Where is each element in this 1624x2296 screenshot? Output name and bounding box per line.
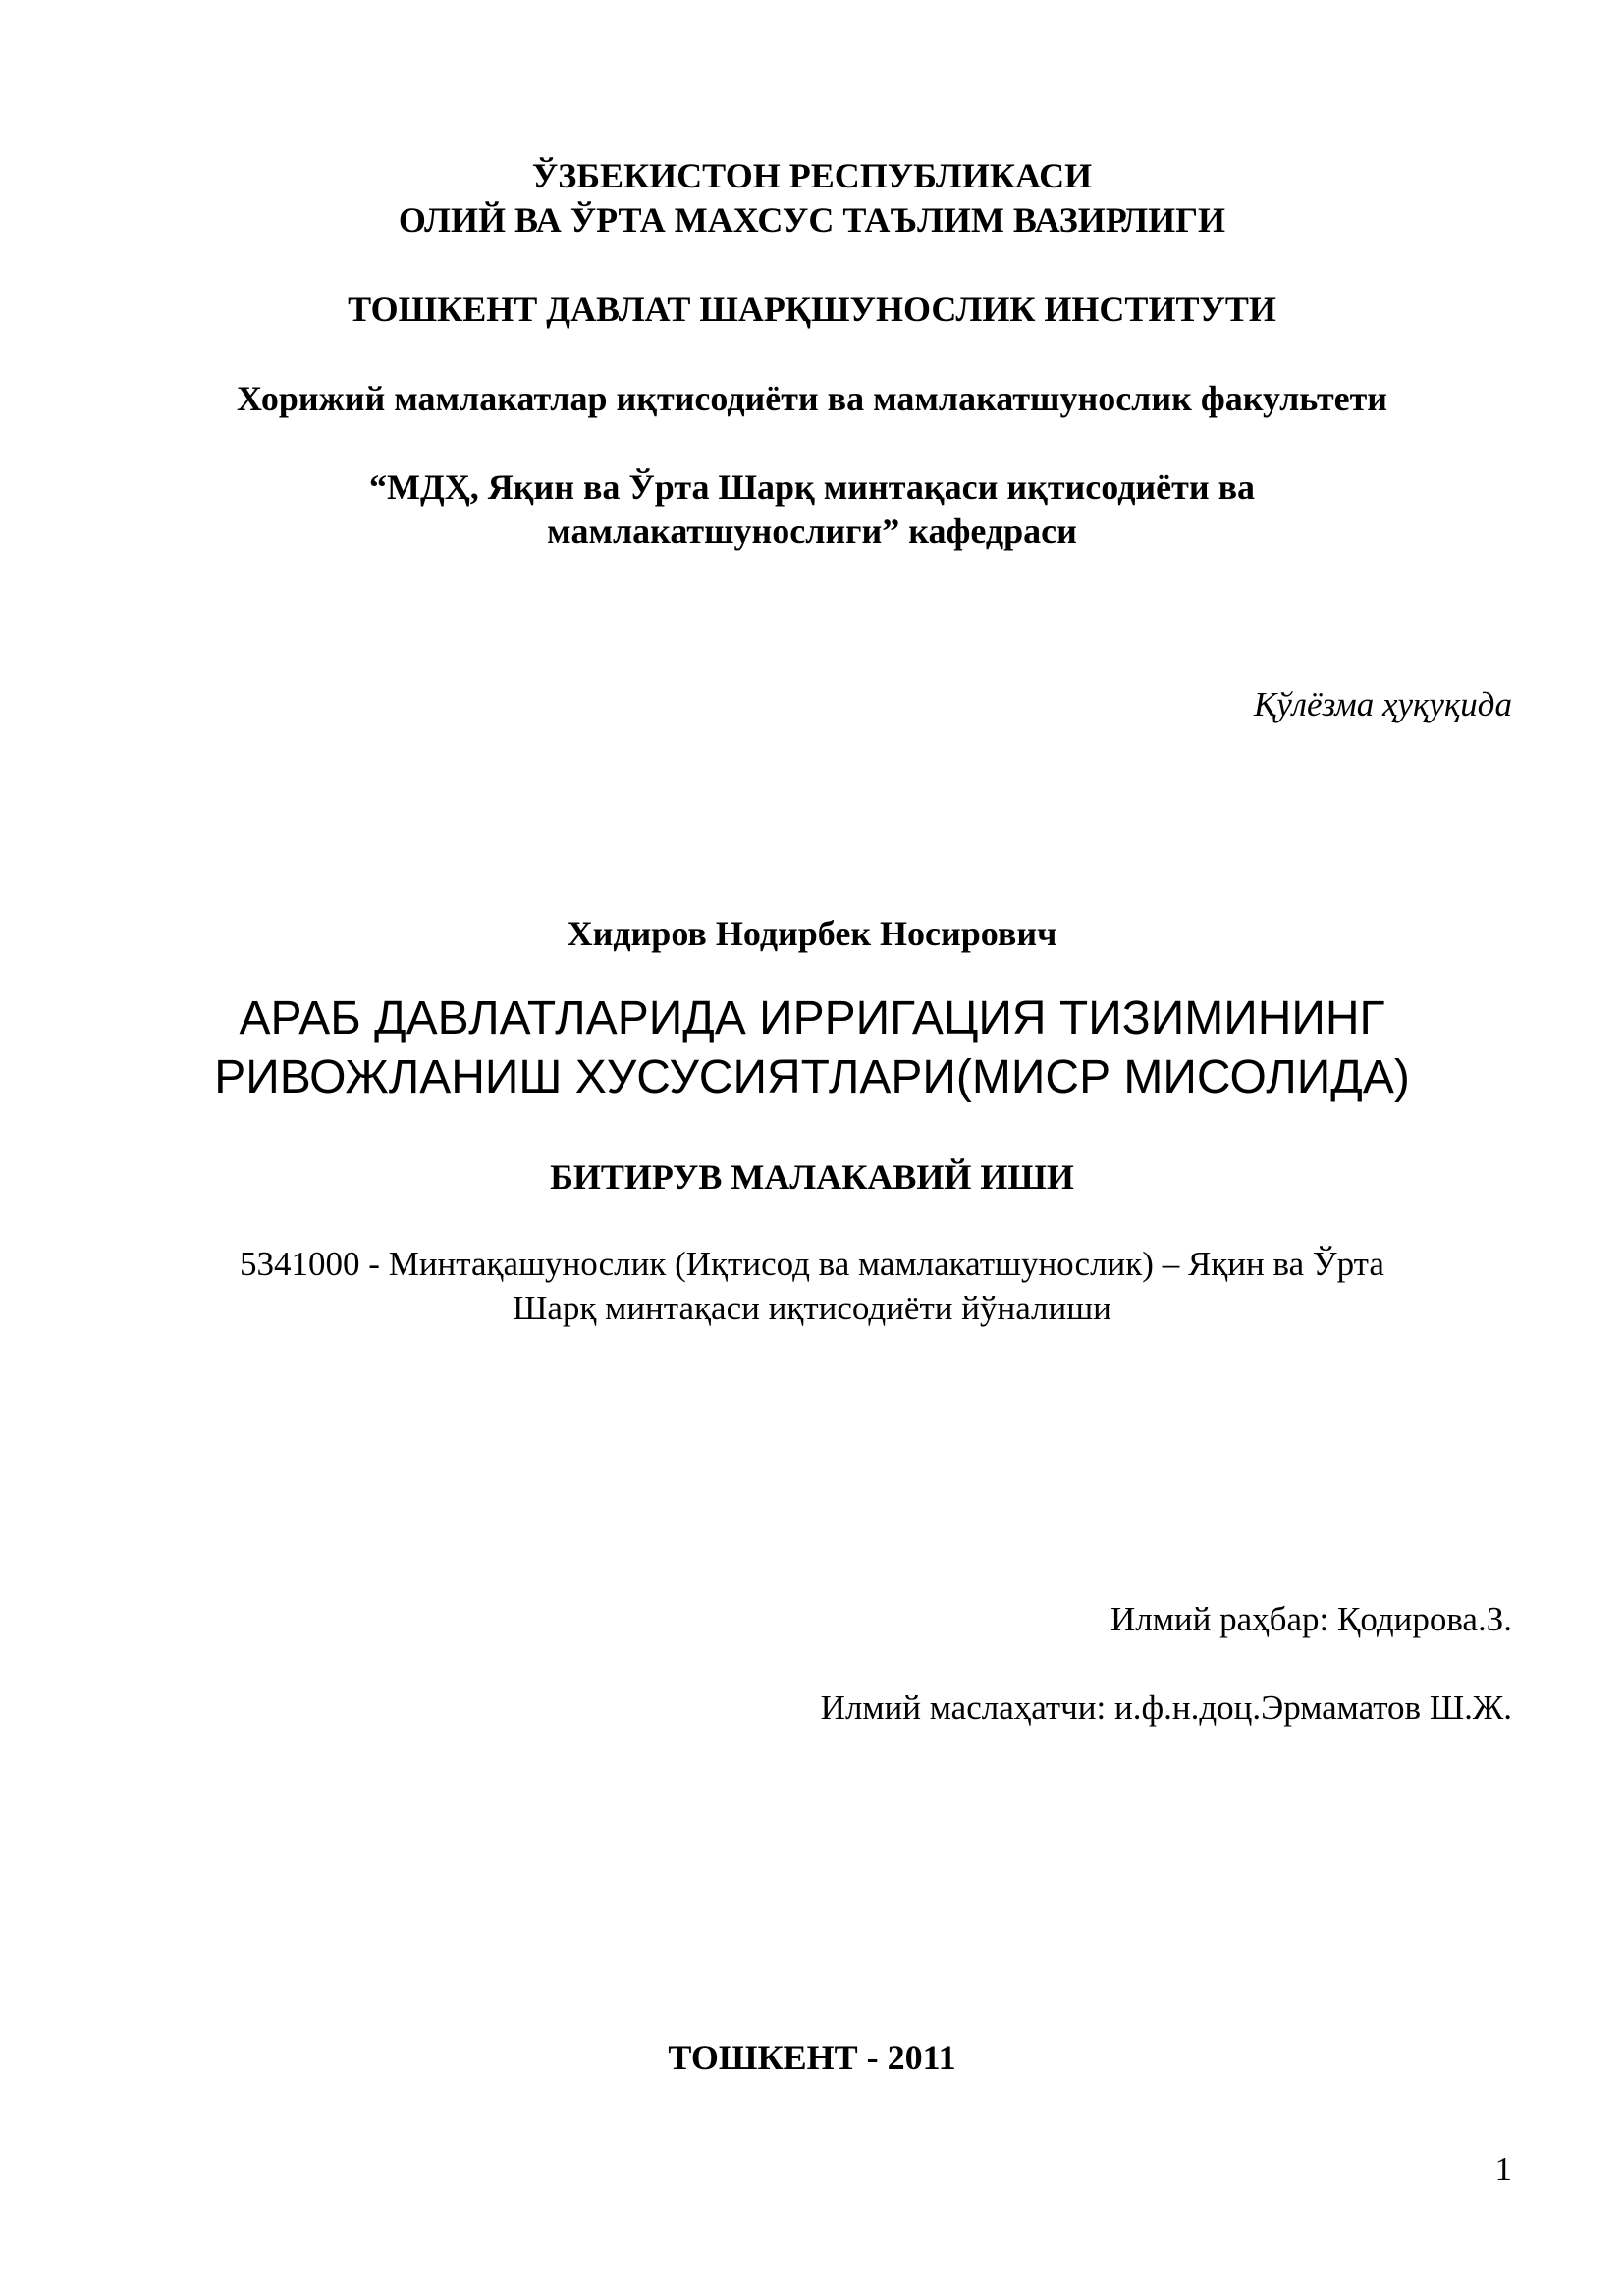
department-heading-line2: мамлакатшунослиги” кафедраси — [547, 511, 1077, 551]
faculty-heading: Хорижий мамлакатлар иқтисодиёти ва мамлакатшунослик факультети — [236, 379, 1388, 418]
specialty-line2: Шарқ минтақаси иқтисодиёти йўналиши — [513, 1289, 1111, 1327]
scientific-advisor: Илмий раҳбар: Қодирова.З. — [1110, 1600, 1512, 1638]
republic-heading: ЎЗБЕКИСТОН РЕСПУБЛИКАСИ — [531, 156, 1093, 195]
page-number: 1 — [1494, 2150, 1512, 2188]
thesis-type: БИТИРУВ МАЛАКАВИЙ ИШИ — [550, 1157, 1074, 1197]
author-name: Хидиров Нодирбек Носирович — [567, 914, 1057, 953]
thesis-title-line2: РИВОЖЛАНИШ ХУСУСИЯТЛАРИ(МИСР МИСОЛИДА) — [214, 1051, 1410, 1103]
city-year: ТОШКЕНТ - 2011 — [668, 2038, 956, 2077]
thesis-title-line1: АРАБ ДАВЛАТЛАРИДА ИРРИГАЦИЯ ТИЗИМИНИНГ — [239, 992, 1385, 1044]
manuscript-note: Қўлёзма ҳуқуқида — [1254, 685, 1512, 723]
department-heading-line1: “МДҲ, Яқин ва Ўрта Шарқ минтақаси иқтисодиёти ва — [368, 467, 1256, 507]
ministry-heading: ОЛИЙ ВА ЎРТА МАХСУС ТАЪЛИМ ВАЗИРЛИГИ — [398, 200, 1226, 240]
scientific-consultant: Илмий маслаҳатчи: и.ф.н.доц.Эрмаматов Ш.Ж. — [820, 1688, 1512, 1727]
specialty-line1: 5341000 - Минтақашунослик (Иқтисод ва мамлакатшунослик) – Яқин ва Ўрта — [240, 1245, 1384, 1283]
institute-heading: ТОШКЕНТ ДАВЛАТ ШАРҚШУНОСЛИК ИНСТИТУТИ — [348, 290, 1276, 329]
